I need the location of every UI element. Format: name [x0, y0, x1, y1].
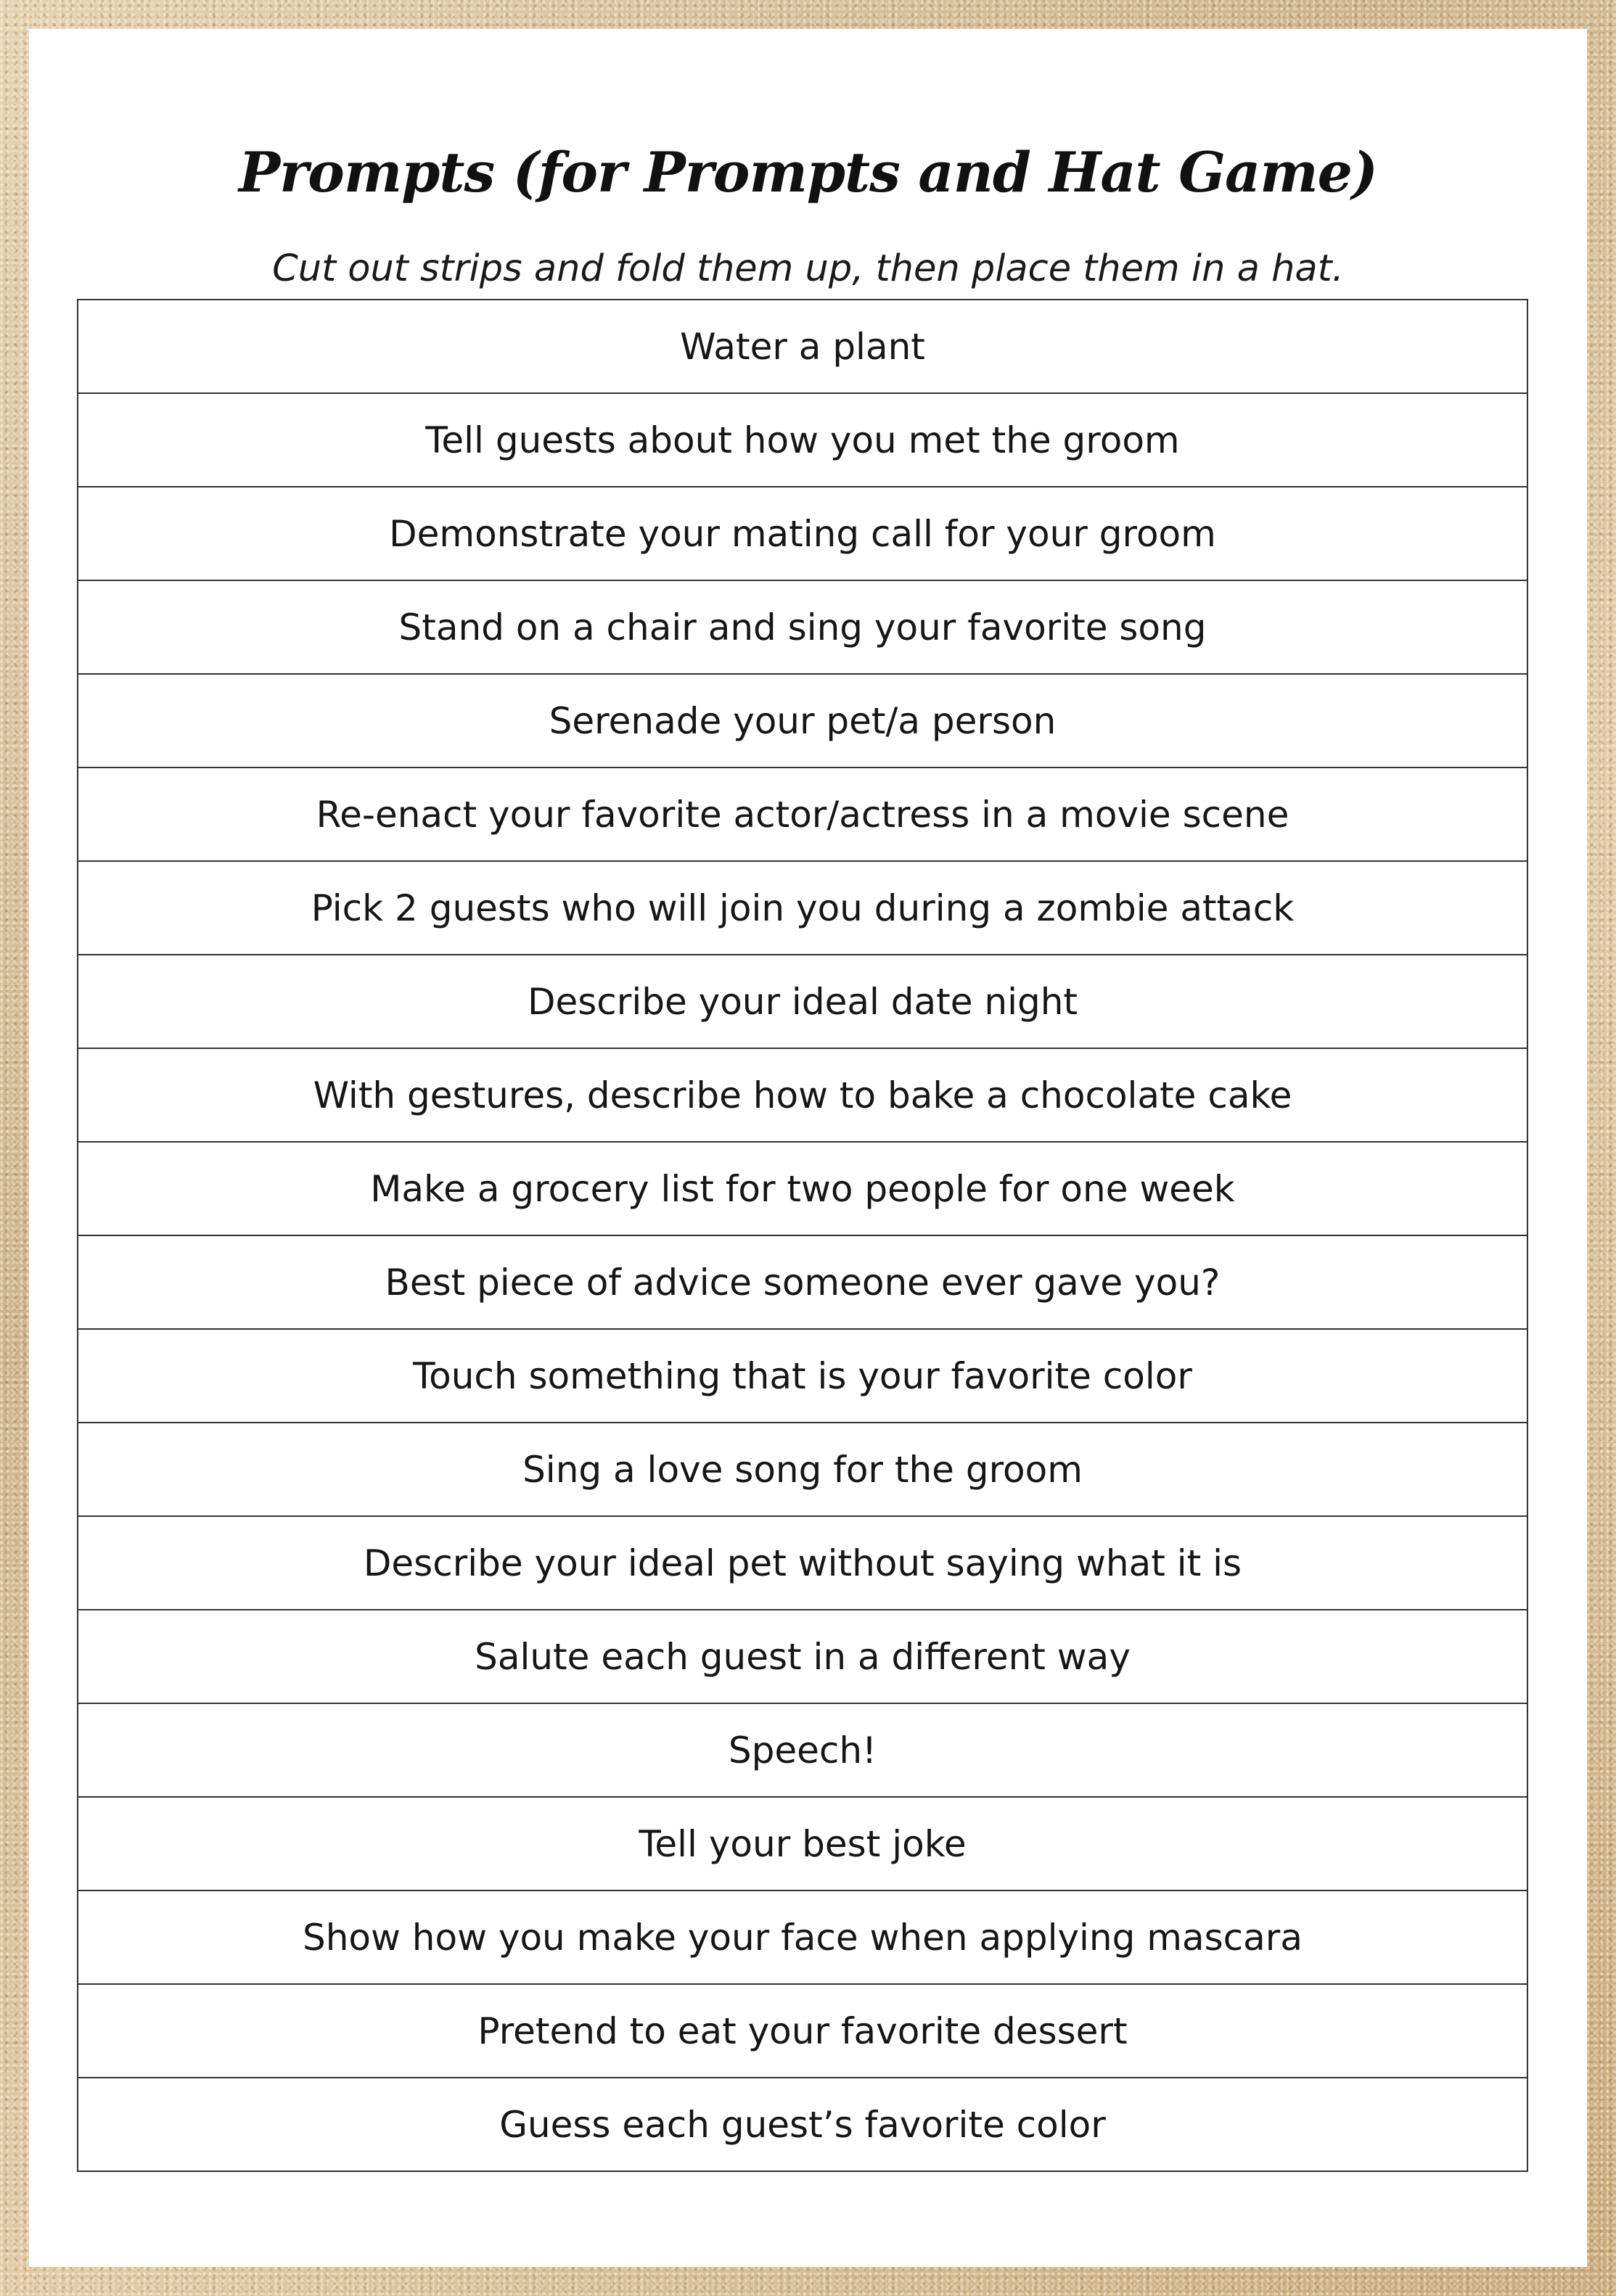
- prompt-strip: Re-enact your favorite actor/actress in a movie scene: [78, 768, 1527, 862]
- prompt-strip: Serenade your pet/a person: [78, 675, 1527, 768]
- prompt-strips-table: [77, 299, 1528, 2172]
- prompt-strip: Describe your ideal pet without saying what it is: [78, 1517, 1527, 1610]
- page-title: Prompts (for Prompts and Hat Game): [238, 140, 1377, 205]
- prompt-strip: Make a grocery list for two people for one week: [78, 1143, 1527, 1236]
- prompt-strip: Best piece of advice someone ever gave you?: [78, 1236, 1527, 1330]
- prompt-strip: Water a plant: [78, 300, 1527, 394]
- prompt-strip: Demonstrate your mating call for your groom: [78, 487, 1527, 581]
- instructions: Cut out strips and fold them up, then place them in a hat.: [272, 247, 1344, 290]
- prompt-strip: Pretend to eat your favorite dessert: [78, 1985, 1527, 2078]
- prompt-strip: Salute each guest in a different way: [78, 1610, 1527, 1704]
- prompt-strip: Pick 2 guests who will join you during a zombie attack: [78, 862, 1527, 955]
- prompt-strip: Tell guests about how you met the groom: [78, 394, 1527, 487]
- prompt-strip: With gestures, describe how to bake a chocolate cake: [78, 1049, 1527, 1143]
- prompt-strip: Stand on a chair and sing your favorite song: [78, 581, 1527, 675]
- prompt-strip: Touch something that is your favorite color: [78, 1330, 1527, 1423]
- prompt-strip: Show how you make your face when applying mascara: [78, 1891, 1527, 1985]
- prompt-strip: Sing a love song for the groom: [78, 1423, 1527, 1517]
- prompt-strip: Guess each guest’s favorite color: [78, 2078, 1527, 2172]
- prompt-strip: Tell your best joke: [78, 1798, 1527, 1891]
- printable-sheet: [29, 29, 1587, 2267]
- prompt-strip: Speech!: [78, 1704, 1527, 1798]
- prompt-strip: Describe your ideal date night: [78, 955, 1527, 1049]
